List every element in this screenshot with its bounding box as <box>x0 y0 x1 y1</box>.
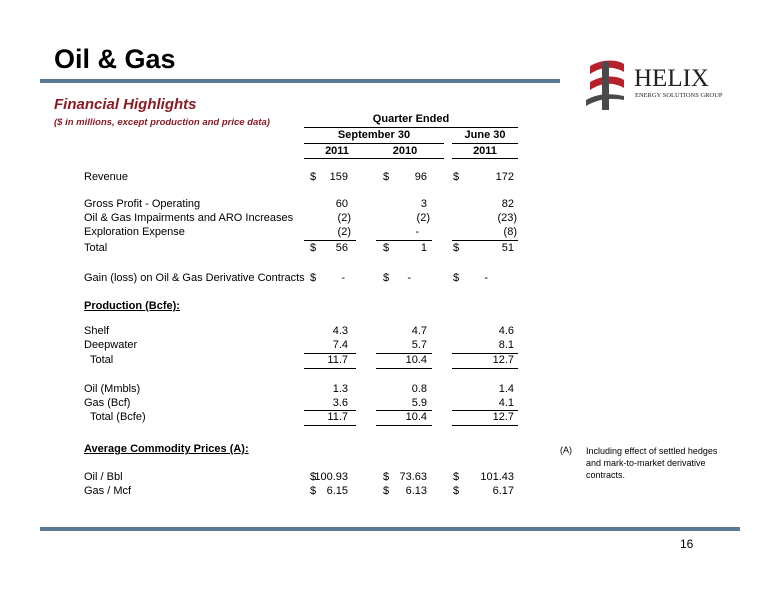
prices-header: Average Commodity Prices (A): <box>84 443 249 455</box>
row-label: Oil / Bbl <box>84 471 123 483</box>
row-label: Gain (loss) on Oil & Gas Derivative Contracts <box>84 272 305 284</box>
cell-value: 6.13 <box>405 485 427 497</box>
title-divider <box>40 79 560 83</box>
cell-value: 5.7 <box>411 339 427 351</box>
row-label: Gross Profit - Operating <box>84 198 201 210</box>
cell-value: (2) <box>337 226 351 238</box>
cell-value: 1 <box>420 242 427 254</box>
row-label: Oil & Gas Impairments and ARO Increases <box>84 212 294 224</box>
row-label: Total <box>84 242 108 254</box>
cell-value: 4.7 <box>411 325 427 337</box>
cell-value: - <box>407 272 411 284</box>
section-title: Financial Highlights <box>54 96 197 113</box>
cell-value: 3 <box>420 198 427 210</box>
cell-value: 3.6 <box>332 397 348 409</box>
row-label: Oil (Mmbls) <box>84 383 141 395</box>
cell-value: (23) <box>497 212 517 224</box>
cell-value: 73.63 <box>399 471 427 483</box>
cell-value: (2) <box>337 212 351 224</box>
header-year-3: 2011 <box>473 145 497 157</box>
header-september: September 30 <box>337 129 411 141</box>
cell-value: - <box>415 226 419 238</box>
dollar-sign: $ <box>453 471 460 483</box>
row-label: Total (Bcfe) <box>90 411 146 423</box>
dollar-sign: $ <box>383 272 390 284</box>
sum-rule <box>452 368 518 369</box>
dollar-sign: $ <box>310 242 317 254</box>
header-rule <box>304 143 444 144</box>
sum-rule <box>304 240 356 241</box>
section-note: ($ in millions, except production and price data) <box>54 117 270 128</box>
helix-logo <box>584 56 728 112</box>
cell-value: 11.7 <box>327 411 348 423</box>
cell-value: 60 <box>335 198 348 210</box>
production-header: Production (Bcfe): <box>84 300 180 312</box>
page-title: Oil & Gas <box>54 44 176 74</box>
header-rule <box>304 127 518 128</box>
cell-value: 96 <box>414 171 427 183</box>
header-quarter-ended: Quarter Ended <box>372 113 450 125</box>
cell-value: 4.1 <box>498 397 514 409</box>
cell-value: 51 <box>501 242 514 254</box>
cell-value: 4.6 <box>498 325 514 337</box>
cell-value: 6.17 <box>492 485 514 497</box>
cell-value: 11.7 <box>327 354 348 366</box>
dollar-sign: $ <box>383 242 390 254</box>
cell-value: (2) <box>416 212 430 224</box>
cell-value: 1.4 <box>498 383 514 395</box>
row-label: Exploration Expense <box>84 226 185 238</box>
cell-value: 1.3 <box>332 383 348 395</box>
dollar-sign: $ <box>453 171 460 183</box>
dollar-sign: $ <box>310 485 317 497</box>
cell-value: - <box>484 272 488 284</box>
cell-value: 10.4 <box>405 411 427 423</box>
header-year-2: 2010 <box>392 145 418 157</box>
cell-value: 101.43 <box>480 471 514 483</box>
header-rule <box>452 158 518 159</box>
cell-value: 56 <box>335 242 348 254</box>
dollar-sign: $ <box>453 242 460 254</box>
dollar-sign: $ <box>383 471 390 483</box>
header-year-1: 2011 <box>325 145 349 157</box>
cell-value: (8) <box>503 226 517 238</box>
dollar-sign: $ <box>310 471 317 483</box>
dollar-sign: $ <box>383 171 390 183</box>
cell-value: 6.15 <box>326 485 348 497</box>
cell-value: 10.4 <box>405 354 427 366</box>
footnote-marker: (A) <box>560 445 572 455</box>
footer-divider <box>40 527 740 531</box>
header-rule <box>304 158 444 159</box>
dollar-sign: $ <box>310 171 317 183</box>
helix-emblem-icon <box>586 61 624 111</box>
logo-tagline: ENERGY SOLUTIONS GROUP <box>635 92 723 99</box>
cell-value: 100.93 <box>314 471 348 483</box>
cell-value: 82 <box>501 198 514 210</box>
row-label: Total <box>90 354 114 366</box>
cell-value: - <box>341 272 345 284</box>
cell-value: 159 <box>329 171 348 183</box>
header-rule <box>452 143 518 144</box>
cell-value: 7.4 <box>332 339 348 351</box>
row-label: Deepwater <box>84 339 138 351</box>
sum-rule <box>452 425 518 426</box>
cell-value: 12.7 <box>492 411 514 423</box>
footnote-text: Including effect of settled hedges and mark-to-market derivative contracts. <box>586 446 718 480</box>
row-label: Shelf <box>84 325 110 337</box>
cell-value: 8.1 <box>498 339 514 351</box>
cell-value: 5.9 <box>411 397 427 409</box>
sum-rule <box>452 240 518 241</box>
sum-rule <box>376 240 432 241</box>
header-june: June 30 <box>464 129 506 141</box>
row-label: Gas / Mcf <box>84 485 132 497</box>
dollar-sign: $ <box>310 272 317 284</box>
logo-wordmark: HELIX <box>634 65 709 92</box>
cell-value: 4.3 <box>332 325 348 337</box>
sum-rule <box>304 425 356 426</box>
dollar-sign: $ <box>453 272 460 284</box>
cell-value: 0.8 <box>411 383 427 395</box>
sum-rule <box>376 425 432 426</box>
cell-value: 172 <box>495 171 514 183</box>
row-label: Gas (Bcf) <box>84 397 131 409</box>
dollar-sign: $ <box>453 485 460 497</box>
sum-rule <box>304 368 356 369</box>
sum-rule <box>376 368 432 369</box>
dollar-sign: $ <box>383 485 390 497</box>
page-number: 16 <box>680 537 694 551</box>
row-label: Revenue <box>84 171 129 183</box>
cell-value: 12.7 <box>492 354 514 366</box>
